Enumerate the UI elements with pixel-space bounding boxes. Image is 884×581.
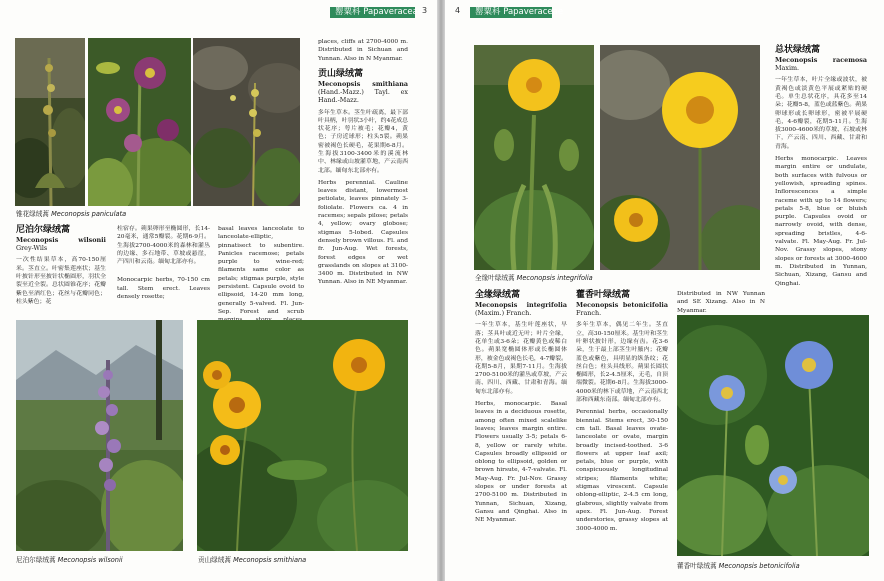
photo-paniculata-flowers (88, 38, 191, 206)
left-page (0, 0, 437, 581)
species-title-integrifolia: 全缘绿绒蒿 (475, 290, 521, 300)
species-cn-text-smithiana: 多年生草本。茎生叶疏离，最下部叶具柄，叶羽状3小叶，约4花成总状花序；萼片被毛；花瓣4，黄色；子房近球形；柱头5裂。蒴果密被褐色长硬毛，花果期6-8月。生海拔3100-3400米的溪流林中、林缘或山坡灌草地，产云南西北部。缅甸东北部亦有。 (318, 109, 408, 174)
photo-smithiana (197, 320, 408, 551)
species-wilsonii-col1 (16, 225, 106, 310)
species-sci-racemosa: Meconopsis racemosa Maxim. (775, 56, 867, 73)
species-cn-text-betonicifolia: 多年生草本，偶见二年生。茎直立，高30-150厘米。基生叶和茎生叶卵状披针形，边缘有齿。花3-6朵，生于最上部茎生叶腋内；花瓣蓝色或紫色，具明显的纵条纹；花丝白色；柱头具线形。蒴果长圆状椭圆形，长2-4.5厘米，无毛，自顶端微裂。花期6-8月。生海拔3000-4000米的林下或草地，产云南西北部和西藏东南部。缅甸北部亦有。 (576, 322, 668, 404)
photo-wilsonii (16, 320, 183, 551)
species-sci-smithiana: Meconopsis smithiana (Hand.-Mazz.) Tayl. ex Hand.-Mazz. (318, 79, 408, 105)
page-header-text: 罂粟科 Papaveraceae (475, 7, 564, 17)
caption-paniculata: 锥花绿绒蒿 Meconopsis paniculata (16, 210, 127, 218)
photo-integrifolia-1 (474, 45, 594, 270)
species-en-text-betonicifolia: Perennial herbs, occasionally biennial. Stems erect, 30-150 cm tall. Basal leaves ovate-lanceolate or ovate, margin broadly incised-toothed. 3-6 flowers at upper leaf axil; petals, blue or purple, with conspicuously longitudinal stripes; filaments white; stigmas virescent. Capsule oblong-elliptic, 2-4.5 cm long, glabrous, slightly valvate from apex. Fl. Jun-Aug. Forest understories, grassy slopes at 3000-4000 m. (576, 409, 668, 532)
species-title-smithiana: 贡山绿绒蒿 (318, 68, 364, 79)
species-title-betonicifolia: 藿香叶绿绒蒿 (576, 290, 631, 300)
species-integrifolia-col (475, 290, 567, 529)
species-wilsonii-col2 (117, 225, 210, 305)
species-betonicifolia-col (576, 290, 668, 537)
species-en-text-racemosa: Herbs monocarpic. Leaves margin entire or undulate, both surfaces with fulvous or yellowish, spreading spines. Inflorescences a simple raceme with up to 14 flowers; petals 5-8, blue or bluish purple. Capsules ovoid or narrowly ovoid, with dense, spreading bristles, 4-6-valvate. Fl. May-Aug. Fr. Jul-Nov. Grassy slopes, stony slopes or forests at 3000-4600 m. Distributed in Yunnan, Sichuan, Xizang, Gansu and Qinghai. (775, 156, 867, 287)
book-gutter (437, 0, 445, 581)
species-cn-text-racemosa: 一年生草本，叶片全缘或波状，被黄褐色或淡黄色平展或紧贴的硬毛。单生总状花序，具花多至14朵；花瓣5-8，蓝色或蓝紫色。蒴果卵球形或长卵球形，密被平展硬毛，4-6瓣裂，花期5-11月。生海拔3000-4600米的草坡、石坡或林下，产云南、四川、西藏、甘肃和青海。 (775, 77, 867, 150)
species-sci-wilsonii: Meconopsis wilsonii Grey-Wils (16, 236, 106, 253)
species-cont-text-integrifolia: Distributed in NW Yunnan and SE Xizang. Also in N Myanmar. (677, 291, 765, 314)
species-title-wilsonii: 尼泊尔绿绒蒿 (16, 225, 71, 235)
species-racemosa-col (775, 45, 867, 292)
photo-integrifolia-2 (600, 45, 760, 270)
species-sci-integrifolia: Meconopsis integrifolia (Maxim.) Franch. (475, 301, 567, 318)
species-cn-text-wilsonii: 一次性结果草本，高70-150厘米。茎直立。叶密集莲座状；基生叶披针形至披针状椭圆形，羽状全裂至近全裂。总状圆锥花序；花瓣紫色至酒红色；花丝与花瓣同色；柱头紫色；花 (16, 257, 106, 305)
page-number: 3 (422, 6, 428, 15)
species-smithiana-col (318, 38, 408, 291)
caption-wilsonii: 尼泊尔绿绒蒿 Meconopsis wilsonii (16, 556, 123, 564)
species-en-text-integrifolia: Herbs, monocarpic. Basal leaves in a deciduous rosette, among often mixed scalelike leaves; leaves margin entire. Flowers usually 3-5; petals 6-8, yellow or rarely white. Capsules broadly ellipsoid or oblong to ellipsoid, golden or brown hirsute, 4-7-valvate. Fl. May-Aug. Fr. Jul-Nov. Grassy slopes or under forests at 2700-5100 m. Distributed in Yunnan, Sichuan, Xizang, Gansu and Qinghai. Also in NE Myanmar. (475, 401, 567, 524)
species-en-text-smithiana: Herbs perennial. Cauline leaves distant, lowermost petiolate, leaves pinnately 3-foliolate. Flowers ca. 4 in racemes; sepals pilose; petals 4, yellow; ovary globose; stigmas 5-lobed. Capsules densely brown villous. Fl. and fr. Jun-Aug. Wet forests, forest edges or wet grasslands on slopes at 3100-3400 m. Distributed in NW Yunnan. Also in NE Myanmar. (318, 179, 408, 286)
right-page (445, 0, 884, 581)
species-en-text2-wilsonii: basal leaves lanceolate to lanceolate-elliptic, pinnatisect to subentire. Panicles racemose; petals purple to wine-red; filaments same color as petals; stigmas purple, style persistent. Capsule ovoid to ellipsoid, 14-20 mm long, generally 5-valved. Fl. Jun-Sep. Forest and scrub (218, 226, 304, 315)
species-title-racemosa: 总状绿绒蒿 (775, 45, 821, 55)
photo-paniculata-habitat (193, 38, 300, 206)
species-en-text-wilsonii: Monocarpic herbs, 70-150 cm tall. Stem erect. Leaves densely rosette; (117, 277, 210, 301)
page-number: 4 (455, 6, 461, 15)
page-header-text: 罂粟科 Papaveraceae (335, 7, 424, 17)
caption-betonicifolia: 藿香叶绿绒蒿 Meconopsis betonicifolia (677, 562, 800, 570)
caption-smithiana: 贡山绿绒蒿 Meconopsis smithiana (198, 556, 307, 564)
photo-betonicifolia (677, 315, 869, 556)
species-cn-text2-wilsonii: 柱宿存。蒴果卵形至椭圆形，长14-20毫米，通常5瓣裂。花期6-9月。生海拔2700-4000米的森林和灌丛的边缘、多石地带、草坡或悬崖，产四川和云南。缅甸北部亦有。 (117, 226, 210, 266)
caption-integrifolia: 全缘叶绿绒蒿 Meconopsis integrifolia (475, 274, 593, 282)
photo-paniculata-stalk (15, 38, 85, 206)
species-sci-betonicifolia: Meconopsis betonicifolia Franch. (576, 301, 668, 318)
species-cont-text-wilsonii: places, cliffs at 2700-4000 m. Distributed in Sichuan and Yunnan. Also in N Myanmar. (318, 39, 408, 62)
species-cn-text-integrifolia: 一年生草本，基生叶莲座状，早落；茎具叶或近无叶；叶片全缘，花单生或3-6朵；花瓣黄色或稀白色。蒴果宽椭圆体形或长椭圆体形，被金色或褐色长毛，4-7瓣裂。花期5-8月，果期7-11月。生海拔2700-5100米的灌丛或草坡，产云南、四川、西藏、甘肃和青海。缅甸东北部亦有。 (475, 322, 567, 395)
